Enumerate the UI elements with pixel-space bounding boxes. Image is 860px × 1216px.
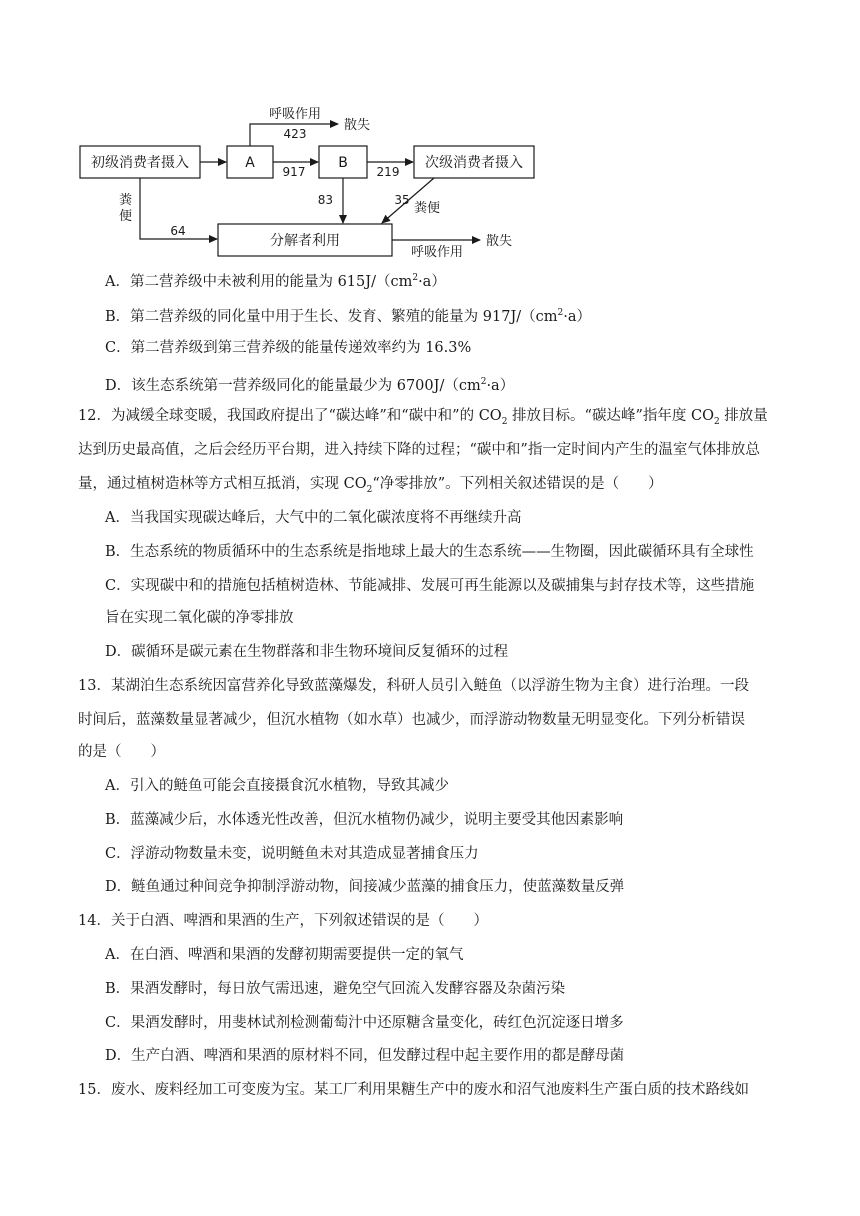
q12-option-a: A．当我国实现碳达峰后，大气中的二氧化碳浓度将不再继续升高 [105, 510, 522, 526]
q11-option-b: B．第二营养级的同化量中用于生长、发育、繁殖的能量为 $917J/(cm^2\cdot a)$ [105, 308, 592, 325]
q13-option-d: D．鲢鱼通过种间竞争抑制浮游动物，间接减少蓝藻的捕食压力，使蓝藻数量反弹 [105, 879, 625, 895]
q14-stem: 14．关于白酒、啤酒和果酒的生产，下列叙述错误的是（ ） [78, 913, 488, 929]
q14-option-a: A．在白酒、啤酒和果酒的发酵初期需要提供一定的氧气 [105, 947, 464, 963]
q11-option-c: C．第二营养级到第三营养级的能量传递效率约为 16.3% [105, 340, 472, 356]
label-dissipate-bottom: 散失 [486, 234, 513, 249]
q15-stem: 15．废水、废料经加工可变废为宝。某工厂利用果糖生产中的废水和沼气池废料生产蛋白质的技术路线如 [78, 1082, 749, 1098]
q13-stem-line-1: 13．某湖泊生态系统因富营养化导致蓝藻爆发，科研人员引入鲢鱼（以浮游生物为主食）进行治理。一段 [78, 678, 749, 694]
q12-option-c-cont: 旨在实现二氧化碳的净零排放 [105, 610, 294, 626]
q14-option-b: B．果酒发酵时，每日放气需迅速，避免空气回流入发酵容器及杂菌污染 [105, 981, 566, 997]
label-decomposer: 分解者利用 [270, 233, 340, 249]
q12-stem-line-3: 量，通过植树造林等方式相互抵消，实现 $CO_2“$净零排放”。下列相关叙述错误的是（ ） [78, 476, 663, 495]
value-primary-feces: 64 [170, 224, 186, 238]
q12-stem-line-2: 达到历史最高值，之后会经历平台期，进入持续下降的过程；“碳中和”指一定时间内产生的温室气体排放总 [78, 442, 760, 458]
q13-stem-line-3: 的是（ ） [78, 744, 165, 760]
q12-option-d: D．碳循环是碳元素在生物群落和非生物环境间反复循环的过程 [105, 644, 509, 660]
q14-option-c: C．果酒发酵时，用斐林试剂检测葡萄汁中还原糖含量变化，砖红色沉淀逐日增多 [105, 1015, 624, 1031]
label-feces-left-2: 便 [118, 209, 132, 224]
q12-stem-line-1: 12．为减缓全球变暖，我国政府提出了“碳达峰”和“碳中和”的 $CO_2$ 排放目标。“碳达峰”指年度 $CO_2$ 排放量 [78, 408, 768, 427]
q13-option-c: C．浮游动物数量未变，说明鲢鱼未对其造成显著捕食压力 [105, 846, 479, 862]
q13-option-a: A．引入的鲢鱼可能会直接摄食沉水植物，导致其减少 [105, 778, 449, 794]
q12-option-c: C．实现碳中和的措施包括植树造林、节能减排、发展可再生能源以及碳捕集与封存技术等，这些措施 [105, 578, 755, 594]
q11-option-d: D．该生态系统第一营养级同化的能量最少为 $6700J/(cm^2\cdot a)$ [105, 377, 515, 394]
label-a: A [245, 155, 255, 171]
q13-option-b: B．蓝藻减少后，水体透光性改善，但沉水植物仍减少，说明主要受其他因素影响 [105, 812, 624, 828]
q12-option-b: B．生态系统的物质循环中的生态系统是指地球上最大的生态系统——生物圈，因此碳循环具有全球性 [105, 544, 754, 560]
value-a-respiration: 423 [283, 127, 307, 141]
value-secondary-feces: 35 [394, 193, 410, 207]
q14-option-d: D．生产白酒、啤酒和果酒的原材料不同，但发酵过程中起主要作用的都是酵母菌 [105, 1048, 625, 1064]
label-feces-right: 粪便 [414, 201, 441, 216]
label-feces-left-1: 粪 [118, 193, 132, 208]
label-respiration-top: 呼吸作用 [268, 107, 322, 122]
value-b-to-secondary: 219 [376, 165, 400, 179]
label-respiration-bottom: 呼吸作用 [410, 245, 464, 260]
label-primary-consumer: 初级消费者摄入 [91, 155, 189, 171]
label-dissipate-top: 散失 [344, 118, 371, 133]
label-b: B [338, 155, 348, 171]
value-b-to-decomposer: 83 [317, 193, 333, 207]
q11-option-a: A．第二营养级中未被利用的能量为 $615J/(cm^2\cdot a)$ [105, 273, 446, 290]
label-secondary-consumer: 次级消费者摄入 [425, 155, 523, 171]
q13-stem-line-2: 时间后，蓝藻数量显著减少，但沉水植物（如水草）也减少，而浮游动物数量无明显变化。下列分析错误 [78, 712, 745, 728]
value-a-to-b: 917 [282, 165, 306, 179]
energy-flow-diagram [0, 0, 860, 262]
